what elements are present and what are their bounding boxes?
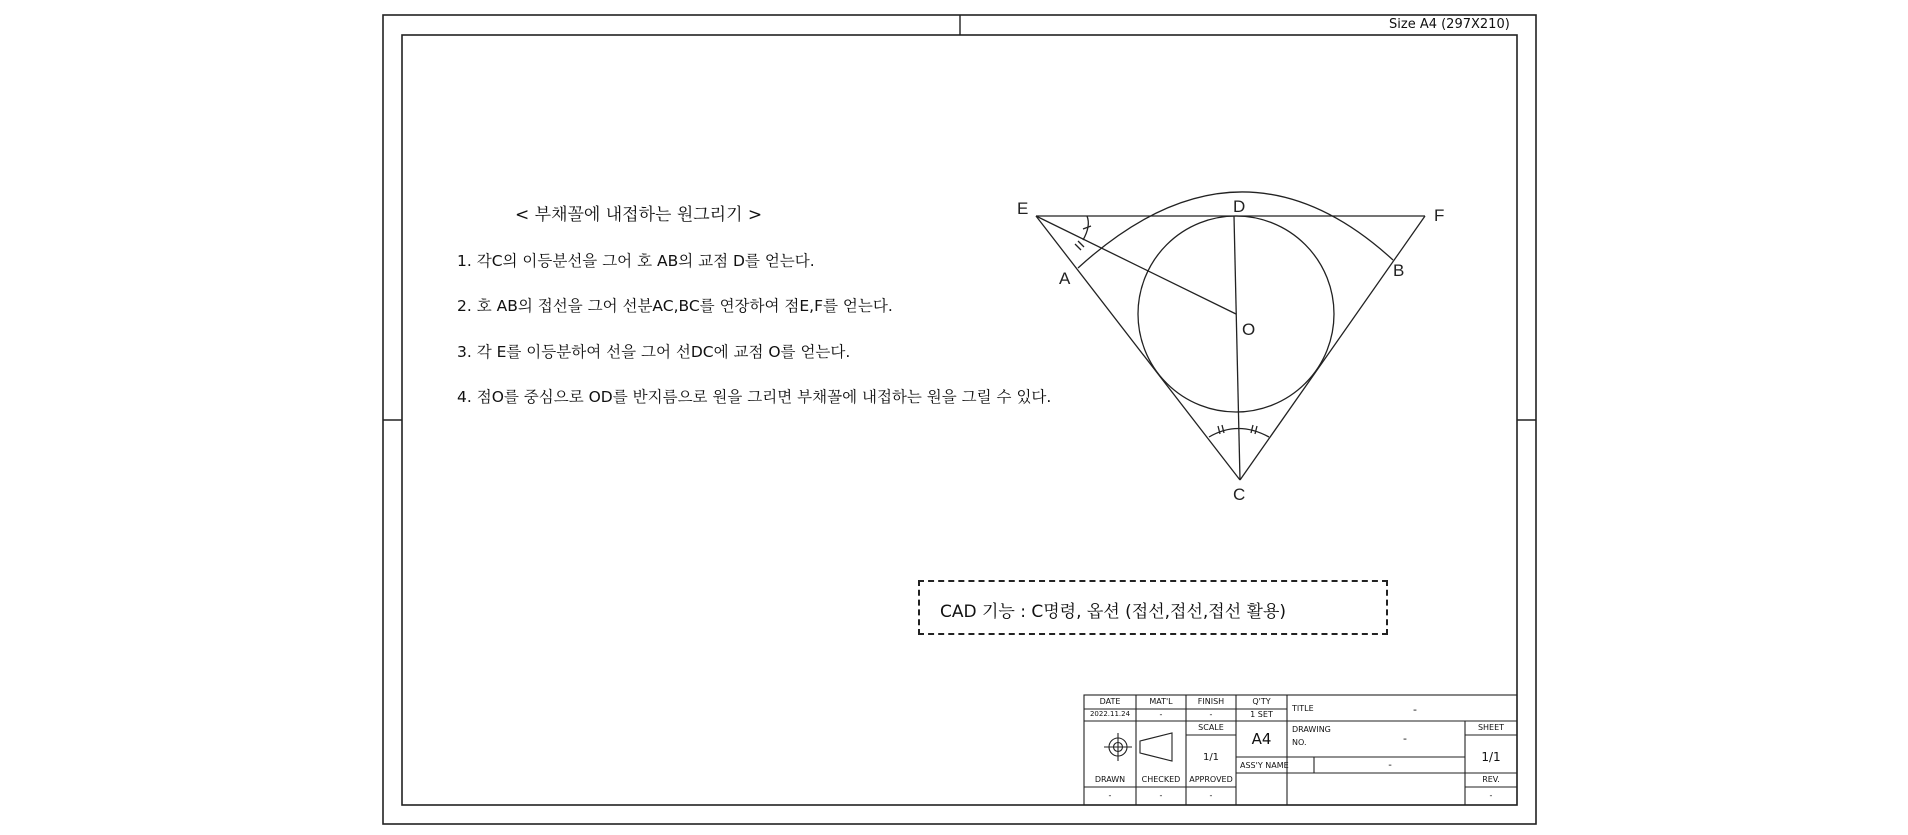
tb-finish-value: - (1209, 710, 1213, 719)
tb-assy-label: ASS'Y NAME (1240, 761, 1289, 770)
tick-c-2 (1222, 425, 1224, 433)
step-2: 2. 호 AB의 접선을 그어 선분AC,BC를 연장하여 점E,F를 얻는다. (457, 297, 893, 315)
step-1: 1. 각C의 이등분선을 그어 호 AB의 교점 D를 얻는다. (457, 252, 815, 270)
tb-qty-label: Q'TY (1252, 697, 1271, 706)
point-label-c: C (1233, 485, 1246, 504)
point-label-a: A (1059, 269, 1071, 288)
tb-drawn-value: - (1108, 791, 1112, 800)
sheet-size-label: Size A4 (297X210) (1389, 17, 1510, 32)
tb-approved-label: APPROVED (1189, 775, 1233, 784)
point-label-d: D (1233, 197, 1246, 216)
point-label-b: B (1393, 261, 1405, 280)
bisector-eo (1036, 216, 1236, 314)
point-label-e: E (1017, 199, 1029, 218)
drawing-heading: < 부채꼴에 내접하는 원그리기 > (515, 205, 763, 225)
tb-approved-value: - (1209, 791, 1213, 800)
tb-drawing-no-value: - (1403, 732, 1407, 745)
step-4: 4. 점O를 중심으로 OD를 반지름으로 원을 그리면 부채꼴에 내접하는 원을 그릴 수 있다. (457, 388, 1052, 406)
tb-date-value: 2022.11.24 (1089, 710, 1131, 718)
point-label-f: F (1434, 206, 1445, 225)
tb-checked-label: CHECKED (1141, 775, 1181, 784)
tick-e-2 (1075, 244, 1081, 250)
tb-matl-value: - (1159, 710, 1163, 719)
cad-note-box (918, 580, 1388, 635)
tick-e-3 (1078, 241, 1084, 247)
tb-rev-label: REV. (1482, 775, 1500, 784)
tb-qty-value: 1 SET (1250, 710, 1273, 719)
tb-title-label: TITLE (1292, 704, 1314, 713)
tb-checked-value: - (1159, 791, 1163, 800)
tb-paper-value: A4 (1251, 730, 1272, 748)
tb-scale-value: 1/1 (1202, 752, 1220, 763)
tb-drawing-no-label-1: DRAWING (1292, 725, 1331, 734)
cad-note-text: CAD 기능 : C명령, 옵션 (접선,접선,접선 활용) (940, 602, 1286, 622)
tb-finish-label: FINISH (1197, 697, 1225, 706)
point-label-o: O (1242, 320, 1256, 339)
line-ec (1036, 216, 1240, 480)
tb-sheet-label: SHEET (1477, 723, 1505, 732)
tb-sheet-value: 1/1 (1481, 750, 1501, 764)
tick-c-3 (1251, 425, 1253, 433)
tb-date-label: DATE (1099, 697, 1121, 706)
tb-drawing-no-label-2: NO. (1292, 738, 1307, 747)
tb-title-value: - (1413, 703, 1417, 716)
geometry-diagram (1036, 192, 1425, 480)
tick-e-1 (1083, 226, 1091, 229)
tb-drawn-label: DRAWN (1094, 775, 1126, 784)
projection-symbol (1104, 733, 1172, 761)
tb-matl-label: MAT'L (1149, 697, 1173, 706)
tb-scale-label: SCALE (1198, 723, 1224, 732)
outer-border (383, 15, 1536, 824)
bisector-dc (1234, 216, 1240, 480)
tb-assy-value: - (1388, 760, 1392, 771)
line-fc (1240, 216, 1425, 480)
tick-c-4 (1255, 426, 1257, 434)
point-labels (1017, 197, 1444, 504)
tb-rev-value: - (1489, 791, 1493, 800)
step-3: 3. 각 E를 이등분하여 선을 그어 선DC에 교점 O를 얻는다. (457, 343, 851, 361)
inner-border (402, 35, 1517, 805)
